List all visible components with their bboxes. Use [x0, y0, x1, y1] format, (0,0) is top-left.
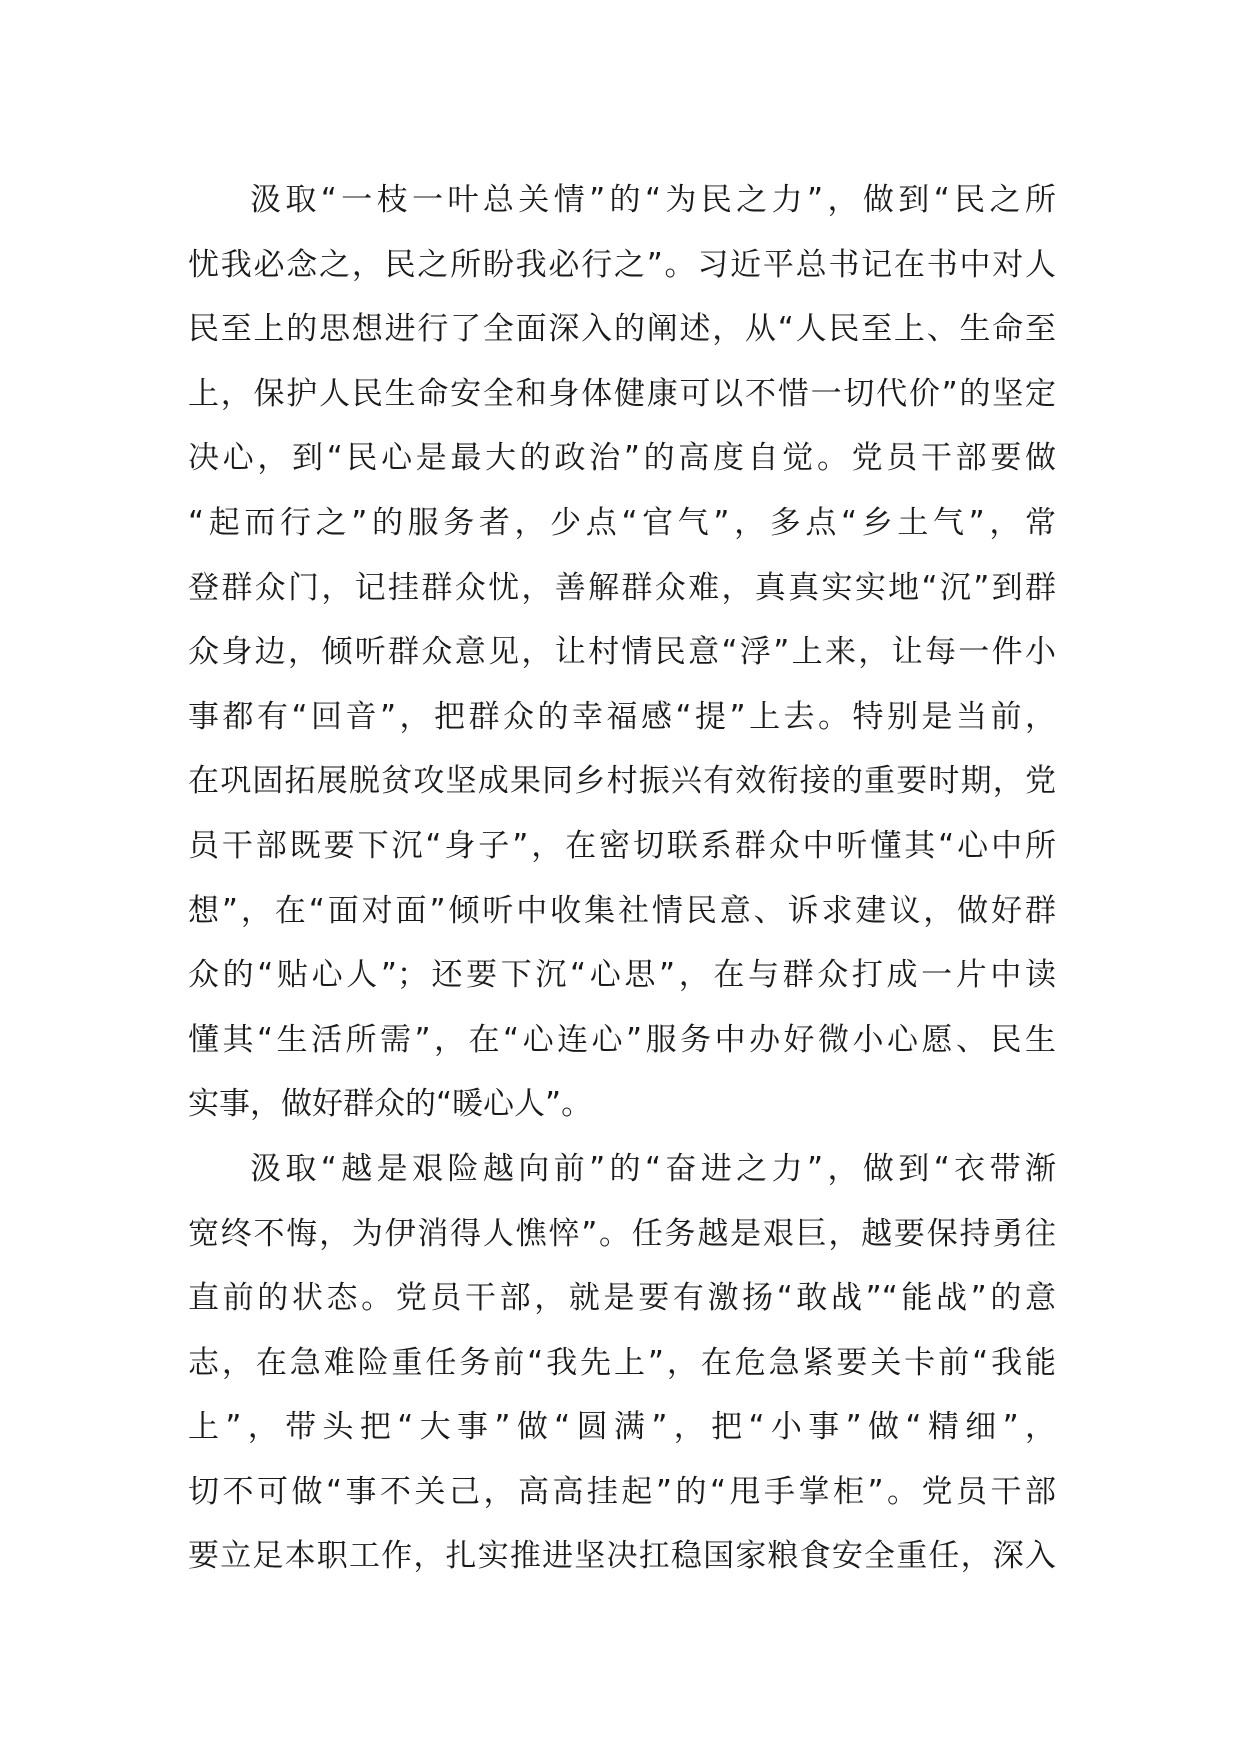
body-text	[188, 168, 1056, 1589]
paragraph-line: 众身边，倾听群众意见，让村情民意“浮”上来，让每一件小	[188, 634, 1056, 671]
paragraph-line: 决心，到“民心是最大的政治”的高度自觉。党员干部要做	[188, 440, 1056, 477]
paragraph-line: 汲取“越是艰险越向前”的“奋进之力”，做到“衣带渐	[250, 1150, 1056, 1187]
paragraph-line: 上”，带头把“大事”做“圆满”，把“小事”做“精细”，	[188, 1409, 1056, 1446]
paragraph-line: 实事，做好群众的“暖心人”。	[188, 1086, 593, 1123]
paragraph-line: 众的“贴心人”；还要下沉“心思”，在与群众打成一片中读	[188, 957, 1056, 994]
paragraph-line: 直前的状态。党员干部，就是要有激扬“敢战”“能战”的意	[188, 1280, 1056, 1317]
paragraph-line: 宽终不悔，为伊消得人憔悴”。任务越是艰巨，越要保持勇往	[188, 1215, 1056, 1252]
paragraph-line: 志，在急难险重任务前“我先上”，在危急紧要关卡前“我能	[188, 1344, 1056, 1381]
paragraph-line: 民至上的思想进行了全面深入的阐述，从“人民至上、生命至	[188, 311, 1056, 348]
paragraph-1	[188, 168, 1056, 1137]
paragraph-line: 忧我必念之，民之所盼我必行之”。习近平总书记在书中对人	[188, 246, 1056, 283]
paragraph-line: 上，保护人民生命安全和身体健康可以不惜一切代价”的坚定	[188, 375, 1056, 412]
paragraph-line: “起而行之”的服务者，少点“官气”，多点“乡土气”，常	[188, 504, 1056, 541]
paragraph-2	[188, 1137, 1056, 1589]
paragraph-line: 汲取“一枝一叶总关情”的“为民之力”，做到“民之所	[250, 182, 1056, 218]
paragraph-line: 懂其“生活所需”，在“心连心”服务中办好微小心愿、民生	[188, 1021, 1056, 1058]
paragraph-line: 要立足本职工作，扎实推进坚决扛稳国家粮食安全重任，深入	[188, 1538, 1056, 1575]
paragraph-line: 切不可做“事不关己，高高挂起”的“甩手掌柜”。党员干部	[188, 1473, 1056, 1510]
paragraph-line: 员干部既要下沉“身子”，在密切联系群众中听懂其“心中所	[188, 827, 1056, 864]
paragraph-line: 事都有“回音”，把群众的幸福感“提”上去。特别是当前，	[188, 698, 1056, 735]
paragraph-line: 登群众门，记挂群众忧，善解群众难，真真实实地“沉”到群	[188, 569, 1056, 606]
paragraph-line: 想”，在“面对面”倾听中收集社情民意、诉求建议，做好群	[188, 892, 1056, 929]
paragraph-line: 在巩固拓展脱贫攻坚成果同乡村振兴有效衔接的重要时期，党	[188, 763, 1056, 800]
